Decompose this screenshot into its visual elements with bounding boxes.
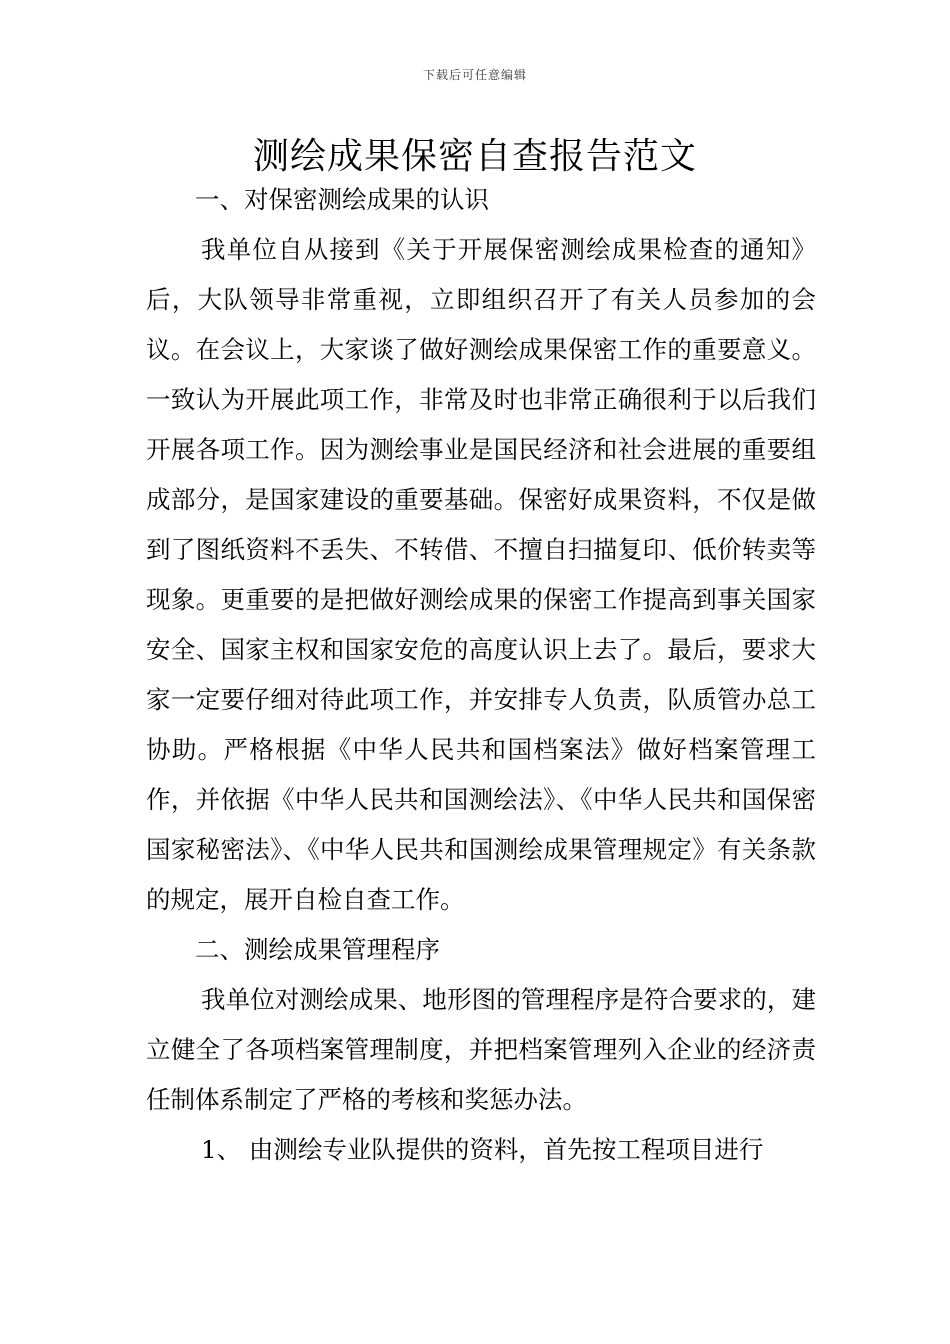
document-title: 测绘成果保密自查报告范文 <box>252 136 697 177</box>
paragraph: 1、 由测绘专业队提供的资料，首先按工程项目进行 <box>201 1135 764 1164</box>
section-heading: 二、测绘成果管理程序 <box>195 935 440 964</box>
header-note: 下载后可任意编辑 <box>422 68 527 82</box>
document-body <box>146 175 816 1175</box>
section-heading: 一、对保密测绘成果的认识 <box>195 185 489 214</box>
paragraph: 我单位自从接到《关于开展保密测绘成果检查的通知》后，大队领导非常重视，立即组织召开了有关人员参加的会议。在会议上，大家谈了做好测绘成果保密工作的重要意义。一致认为开展此项工作，非常及时也非常正确很利于以后我们开展各项工作。因为测绘事业是国民经济和社会进展的重要组成部分，是国家建设的重要基础。保密好成果资料，不仅是做到了图纸资料不丢失、不转借、不擅自扫描复印、低价转卖等现象。更重要的是把做好测绘成果的保密工作提高到事关国家安全、国家主权和国家安危的高度认识上去了。最后，要求大家一定要仔细对待此项工作，并安排专人负责，队质管办总工协助。严格根据《中华人民共和国档案法》做好档案管理工作，并依据《中华人民共和国测绘法》、《中华人民共和国保密国家秘密法》、《中华人民共和国测绘成果管理规定》有关条款的规定，展开自检自查工作。 <box>146 235 816 914</box>
paragraph: 我单位对测绘成果、地形图的管理程序是符合要求的，建立健全了各项档案管理制度，并把档案管理列入企业的经济责任制体系制定了严格的考核和奖惩办法。 <box>146 985 816 1114</box>
